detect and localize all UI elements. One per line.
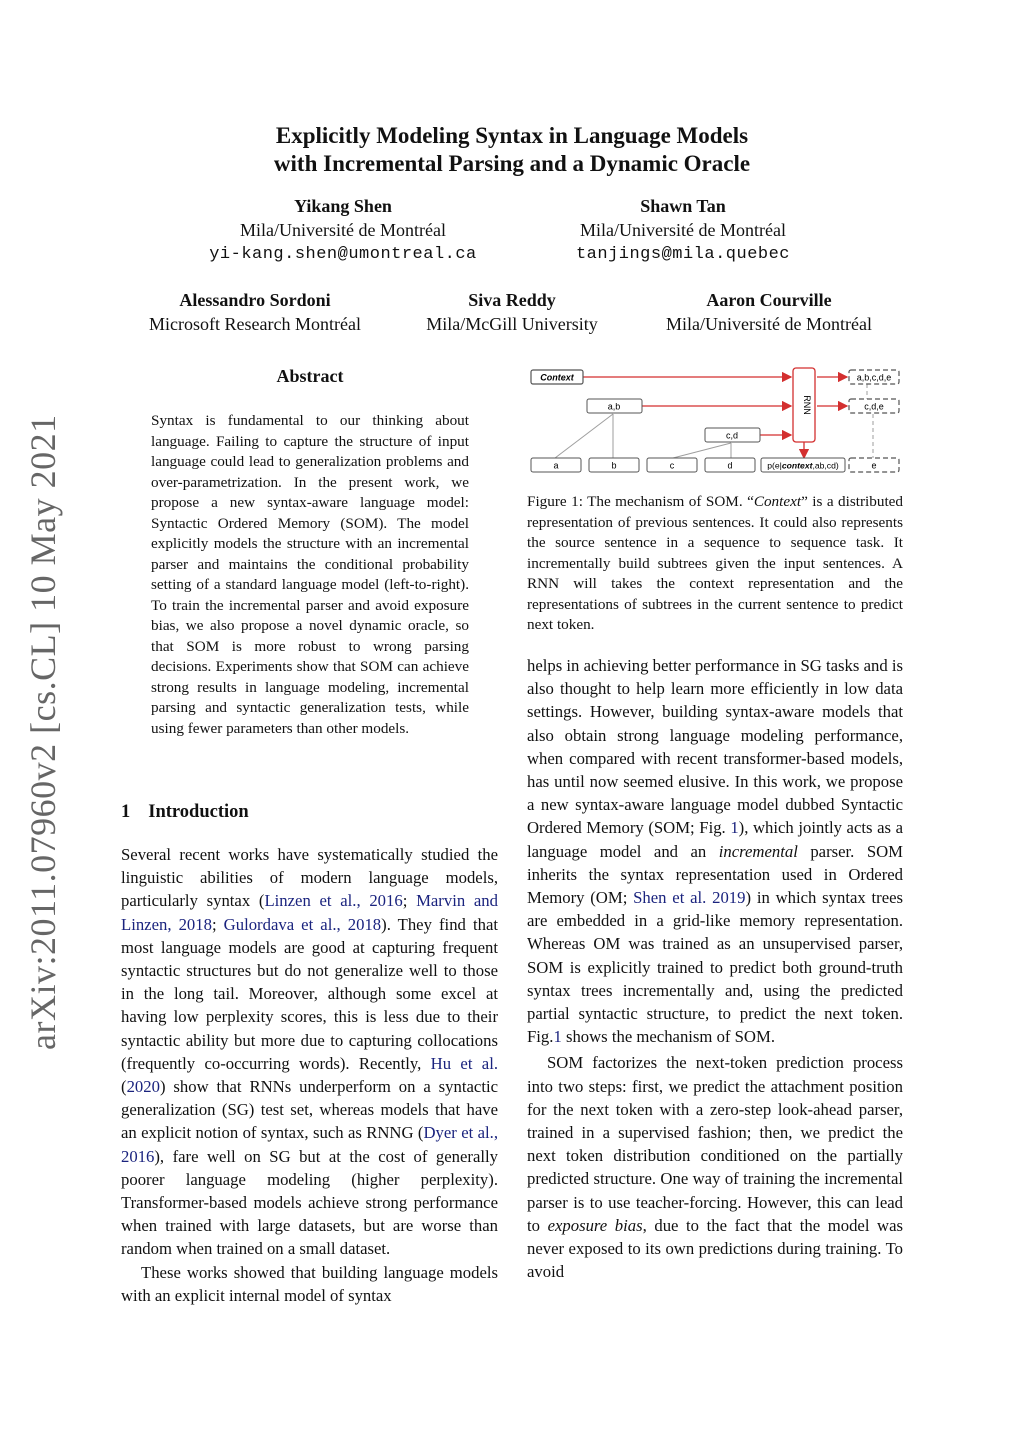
caption-emphasis: Context <box>753 493 802 510</box>
section-number: 1 <box>121 802 131 822</box>
intro-left-column <box>121 843 498 1307</box>
text-span: shows the mechanism of SOM. <box>561 1027 775 1047</box>
subtree-cde-label: c,d,e <box>864 401 884 412</box>
text-span: helps in achieving better performance in SG tasks and is also thought to help learn more efficiently in low data settings. However, building syntax-aware models that also obtain strong language modeling performance, when compared with recent transformer-based models, has until now seemed elusive. In this work, we propose a new syntax-aware language model dubbed Syntactic Ordered Memory (SOM; Fig. <box>527 656 903 838</box>
citation-link[interactable]: Dyer et al., 2016 <box>121 1123 498 1166</box>
tree-edge <box>555 414 613 458</box>
citation-link[interactable]: Marvin and Linzen, 2018 <box>121 891 498 934</box>
figure-ref-link[interactable]: 1 <box>553 1027 562 1047</box>
intro-paragraph-2: These works showed that building language models with an explicit internal model of syntax <box>121 1262 498 1305</box>
token-a-label: a <box>553 460 559 471</box>
token-d-label: d <box>727 460 733 471</box>
author-affiliation: Mila/McGill University <box>426 314 598 334</box>
author-block-reddy <box>392 288 632 336</box>
citation-link[interactable]: Gulordava et al., 2018 <box>223 914 382 934</box>
author-affiliation: Mila/Université de Montréal <box>580 220 786 240</box>
intro-paragraph-3 <box>527 1051 903 1283</box>
author-name: Shawn Tan <box>640 196 726 216</box>
author-affiliation: Microsoft Research Montréal <box>149 314 361 334</box>
author-block-tan <box>503 194 863 268</box>
author-name: Alessandro Sordoni <box>179 290 331 310</box>
text-span: ), which jointly acts as a language model and an <box>527 818 903 861</box>
token-c-label: c <box>669 460 675 471</box>
author-name: Aaron Courville <box>706 290 832 310</box>
caption-text: ” is a distributed representation of previous sentences. It could also represents the source sentence in a sequence to sequence task. It incrementally build subtrees given the input sentences. A RNN will takes the context representation and the representations of subtrees in the current sentence to predict next token. <box>527 493 904 633</box>
section-title: Introduction <box>148 802 249 822</box>
subtree-cd-label: c,d <box>725 430 739 441</box>
title-line-1: Explicitly Modeling Syntax in Language Models <box>275 123 749 148</box>
title-line-2: with Incremental Parsing and a Dynamic Oracle <box>273 151 751 176</box>
text-span: ; <box>402 891 417 911</box>
prediction-label <box>767 461 839 471</box>
intro-paragraph-1 <box>121 843 498 1261</box>
author-name: Yikang Shen <box>294 196 392 216</box>
author-affiliation: Mila/Université de Montréal <box>666 314 872 334</box>
text-span: ). They find that most language models are good at capturing frequent syntactic structures but do not generalize well to those in the long tail. Moreover, although some excel at having low perplexity scores, this is less due to their syntactic ability but more due to capturing collocations (frequently co-occurring words). Recently, <box>121 914 498 1073</box>
author-affiliation: Mila/Université de Montréal <box>240 220 446 240</box>
text-span: parser. SOM inherits the syntax representation used in Ordered Memory (OM; <box>527 841 904 908</box>
author-email: yi-kang.shen@umontreal.ca <box>209 245 477 264</box>
text-span: Several recent works have systematically studied the linguistic abilities of modern language models, particularly syntax ( <box>121 845 498 911</box>
figure-1-diagram <box>527 362 903 482</box>
text-span: ) in which syntax trees are embedded in a grid-like memory representation. Whereas OM was trained as an unsupervised parser, SOM is explicitly trained to predict both ground-truth syntax trees incrementally and, using the predicted partial syntactic structure, to predict the next token. Fig. <box>527 888 903 1047</box>
section-heading <box>121 802 249 823</box>
paper-title <box>0 122 1024 178</box>
tree-edge <box>673 443 731 458</box>
prediction-context: context <box>781 460 813 471</box>
text-span: , due to the fact that the model was never exposed to its own predictions during training. To avoid <box>527 1215 903 1282</box>
author-block-sordoni <box>115 288 395 336</box>
subtree-abcde-label: a,b,c,d,e <box>856 372 892 383</box>
author-block-shen <box>163 194 523 268</box>
text-span: ; <box>211 914 224 934</box>
emphasis-text: exposure bias <box>547 1215 643 1235</box>
author-block-courville <box>634 288 904 336</box>
author-name: Siva Reddy <box>468 290 556 310</box>
abstract-heading: Abstract <box>276 366 344 386</box>
text-span: ) show that RNNs underperform on a syntactic generalization (SG) test set, whereas models that have an explicit notion of syntax, such as RNNG ( <box>121 1077 498 1143</box>
prediction-suffix: ,ab,cd) <box>812 460 839 471</box>
citation-link[interactable]: 2020 <box>126 1077 160 1097</box>
caption-text: Figure 1: The mechanism of SOM. “ <box>527 493 754 510</box>
arxiv-stamp: arXiv:2011.07960v2 [cs.CL] 10 May 2021 <box>23 414 63 1050</box>
text-span: SOM factorizes the next-token prediction process into two steps: first, we predict the attachment position for the next token with a zero-step look-ahead parser, trained in a supervised fashion; then, we predict the next token distribution conditioned on the partially predicted structure. One way of training the incremental parser is to use teacher-forcing. However, this can lead to <box>527 1053 903 1235</box>
context-label: Context <box>540 372 574 383</box>
text-span: ), fare well on SG but at the cost of generally poorer language modeling (higher perplexity). Transformer-based models achieve strong performance when trained with large datasets, but are worse than random when trained on a small dataset. <box>121 1146 498 1259</box>
intro-paragraph-2-continued <box>527 654 903 1048</box>
abstract-text: Syntax is fundamental to our thinking about language. Failing to capture the structure of input language could lead to generalization problems and over-parametrization. In the present work, we propose a new syntax-aware language model: Syntactic Ordered Memory (SOM). The model explicitly models the structure with an incremental parser and maintains the conditional probability setting of a standard language model (left-to-right). To train the incremental parser and avoid exposure bias, we also propose a novel dynamic oracle, so that SOM is more robust to wrong parsing decisions. Experiments show that SOM can achieve strong results in language modeling, incremental parsing and syntactic generalization tests, while using fewer parameters than other models. <box>151 412 469 737</box>
intro-right-column <box>527 654 903 1283</box>
author-email: tanjings@mila.quebec <box>575 245 791 264</box>
prediction-prefix: p(e| <box>767 460 782 471</box>
text-span: ( <box>121 1077 127 1097</box>
rnn-label: RNN <box>802 395 812 415</box>
citation-link[interactable]: Hu et al. <box>430 1053 499 1073</box>
token-b-label: b <box>611 460 617 471</box>
citation-link[interactable]: Shen et al. 2019 <box>633 888 746 908</box>
subtree-ab-label: a,b <box>607 401 621 412</box>
token-e-label: e <box>871 460 877 471</box>
emphasis-text: incremental <box>718 841 798 861</box>
figure-1-caption <box>527 492 903 636</box>
figure-ref-link[interactable]: 1 <box>730 818 739 838</box>
citation-link[interactable]: Linzen et al., 2016 <box>264 891 403 911</box>
